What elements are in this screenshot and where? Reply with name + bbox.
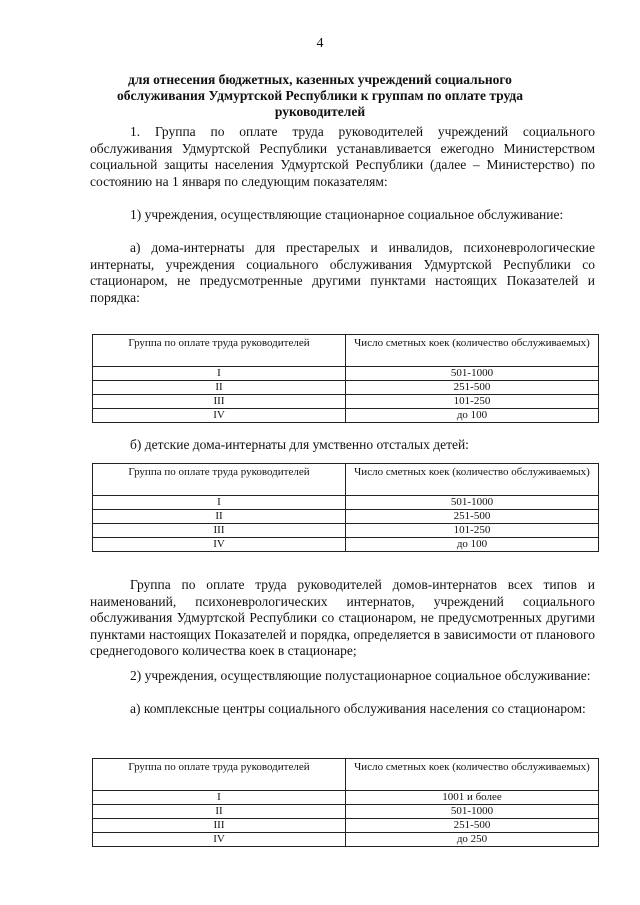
- cell-group: III: [93, 819, 346, 833]
- cell-group: II: [93, 381, 346, 395]
- paragraph-3: а) дома-интернаты для престарелых и инвалидов, психоневрологические интернаты, учреждения социального обслуживания Удмуртской Республики со стационаром, не предусмотренные другими пунктами настоящих Показателей и порядка:: [90, 240, 595, 305]
- table-stationary-b: [92, 463, 599, 552]
- cell-value: до 100: [346, 409, 599, 423]
- table-row: [93, 819, 599, 833]
- header-cell: Число сметных коек (количество обслуживаемых): [346, 335, 599, 367]
- page-number: 4: [316, 36, 324, 51]
- cell-value: 251-500: [346, 381, 599, 395]
- cell-group: IV: [93, 409, 346, 423]
- table-row: [93, 524, 599, 538]
- table-row: [93, 395, 599, 409]
- cell-value: 501-1000: [346, 496, 599, 510]
- cell-value: 251-500: [346, 819, 599, 833]
- cell-group: I: [93, 791, 346, 805]
- paragraph-6: 2) учреждения, осуществляющие полустационарное социальное обслуживание:: [130, 668, 591, 683]
- table-row: [93, 510, 599, 524]
- table-row: [93, 496, 599, 510]
- paragraph-5: Группа по оплате труда руководителей домов-интернатов всех типов и наименований, психоневрологических интернатов, учреждений социального обслуживания Удмуртской Республики со стационаром, не предусмотренных другими пунктами настоящих Показателей и порядка, определяется в зависимости от планового среднегодового количества коек в стационаре;: [90, 577, 595, 658]
- paragraph-1: 1. Группа по оплате труда руководителей учреждений социального обслуживания Удмуртской Республики устанавливается ежегодно Министерством социальной защиты населения Удмуртской Республики (далее – Министерство) по состоянию на 1 января по следующим показателям:: [90, 124, 595, 189]
- table-row: [93, 367, 599, 381]
- title-line: обслуживания Удмуртской Республики к группам по оплате труда: [116, 88, 523, 103]
- table-row: [93, 805, 599, 819]
- cell-group: IV: [93, 833, 346, 847]
- cell-group: I: [93, 496, 346, 510]
- cell-group: I: [93, 367, 346, 381]
- cell-value: 101-250: [346, 395, 599, 409]
- cell-value: 251-500: [346, 510, 599, 524]
- cell-group: II: [93, 805, 346, 819]
- header-cell: Группа по оплате труда руководителей: [93, 464, 346, 496]
- title-line: руководителей: [274, 104, 366, 119]
- paragraph-2: 1) учреждения, осуществляющие стационарное социальное обслуживание:: [130, 207, 564, 222]
- table-row: [93, 538, 599, 552]
- header-cell: Число сметных коек (количество обслуживаемых): [346, 464, 599, 496]
- cell-value: 1001 и более: [346, 791, 599, 805]
- paragraph-7: а) комплексные центры социального обслуживания населения со стационаром:: [130, 701, 586, 716]
- cell-value: 101-250: [346, 524, 599, 538]
- header-cell: Группа по оплате труда руководителей: [93, 759, 346, 791]
- header-cell: Число сметных коек (количество обслуживаемых): [346, 759, 599, 791]
- cell-value: до 100: [346, 538, 599, 552]
- section-title: [90, 72, 550, 120]
- table-stationary-a: [92, 334, 599, 423]
- cell-value: 501-1000: [346, 805, 599, 819]
- table-row: [93, 833, 599, 847]
- table-semistationary-a: [92, 758, 599, 847]
- paragraph-4: б) детские дома-интернаты для умственно отсталых детей:: [130, 437, 469, 452]
- cell-group: III: [93, 395, 346, 409]
- header-cell: Группа по оплате труда руководителей: [93, 335, 346, 367]
- table-row: [93, 791, 599, 805]
- cell-value: 501-1000: [346, 367, 599, 381]
- cell-group: IV: [93, 538, 346, 552]
- title-line: для отнесения бюджетных, казенных учреждений социального: [128, 72, 512, 87]
- cell-group: III: [93, 524, 346, 538]
- cell-value: до 250: [346, 833, 599, 847]
- table-row: [93, 409, 599, 423]
- cell-group: II: [93, 510, 346, 524]
- table-row: [93, 381, 599, 395]
